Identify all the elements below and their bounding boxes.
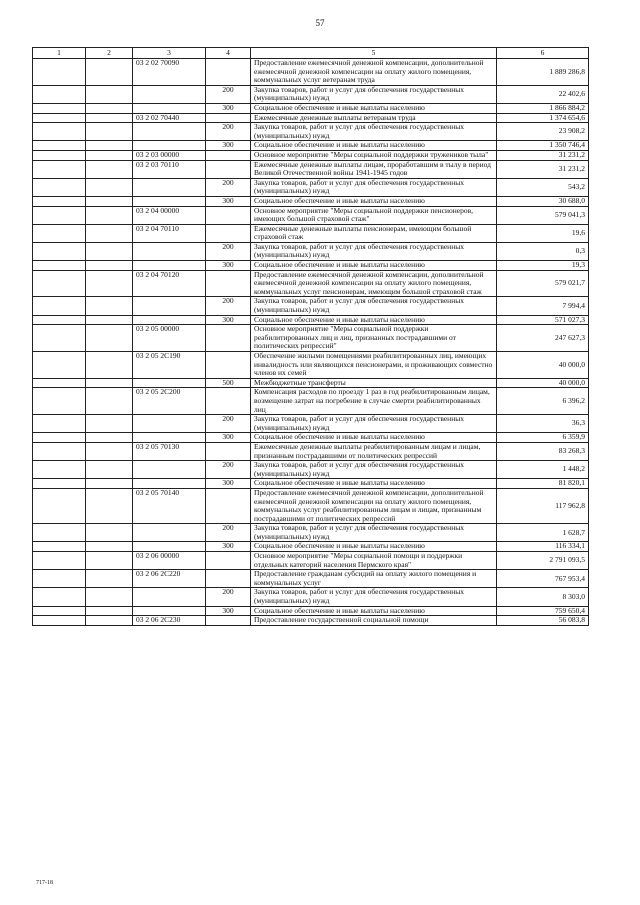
cell-name: Закупка товаров, работ и услуг для обеспечения государственных (муниципальных) нужд — [251, 85, 497, 103]
cell-type — [206, 552, 251, 570]
cell-col1 — [33, 85, 86, 103]
cell-amount: 23 908,2 — [497, 123, 589, 141]
cell-name: Закупка товаров, работ и услуг для обеспечения государственных (муниципальных) нужд — [251, 178, 497, 196]
table-row — [33, 261, 589, 271]
cell-code — [133, 123, 206, 141]
table-row — [33, 123, 589, 141]
cell-code — [133, 415, 206, 433]
cell-amount: 571 027,3 — [497, 315, 589, 325]
cell-col2 — [86, 113, 133, 123]
table-row — [33, 85, 589, 103]
cell-col1 — [33, 524, 86, 542]
cell-name: Закупка товаров, работ и услуг для обеспечения государственных (муниципальных) нужд — [251, 524, 497, 542]
cell-code: 03 2 02 70090 — [133, 59, 206, 86]
cell-col1 — [33, 315, 86, 325]
cell-col2 — [86, 415, 133, 433]
cell-name: Ежемесячные денежные выплаты лицам, проработавшим в тылу в период Великой Отечественной войны 1941-1945 годов — [251, 160, 497, 178]
cell-amount: 83 268,3 — [497, 442, 589, 460]
cell-code: 03 2 06 2С220 — [133, 570, 206, 588]
cell-amount: 40 000,0 — [497, 378, 589, 388]
cell-type: 300 — [206, 433, 251, 443]
cell-name: Закупка товаров, работ и услуг для обеспечения государственных (муниципальных) нужд — [251, 461, 497, 479]
cell-code — [133, 479, 206, 489]
table-row — [33, 178, 589, 196]
cell-code: 03 2 02 70440 — [133, 113, 206, 123]
cell-name: Ежемесячные денежные выплаты ветеранам труда — [251, 113, 497, 123]
cell-code — [133, 141, 206, 151]
cell-type — [206, 206, 251, 224]
cell-code: 03 2 05 2С190 — [133, 352, 206, 379]
table-row — [33, 242, 589, 260]
cell-name: Социальное обеспечение и иные выплаты населению — [251, 315, 497, 325]
header-cell: 3 — [133, 48, 206, 59]
cell-type — [206, 325, 251, 352]
cell-name: Предоставление государственной социальной помощи — [251, 616, 497, 626]
cell-type: 200 — [206, 123, 251, 141]
cell-type: 200 — [206, 461, 251, 479]
cell-amount: 117 962,8 — [497, 488, 589, 523]
table-row — [33, 442, 589, 460]
table-row — [33, 160, 589, 178]
cell-name: Основное мероприятие "Меры социальной поддержки реабилитированных лиц и лиц, признанных пострадавшими от политических репрессий" — [251, 325, 497, 352]
cell-type: 200 — [206, 524, 251, 542]
cell-code: 03 2 04 70120 — [133, 270, 206, 297]
cell-code — [133, 103, 206, 113]
header-cell: 2 — [86, 48, 133, 59]
cell-col1 — [33, 103, 86, 113]
cell-col2 — [86, 325, 133, 352]
cell-type: 200 — [206, 297, 251, 315]
cell-amount: 7 994,4 — [497, 297, 589, 315]
cell-code — [133, 542, 206, 552]
cell-code — [133, 461, 206, 479]
cell-col2 — [86, 270, 133, 297]
cell-code: 03 2 03 70110 — [133, 160, 206, 178]
cell-amount: 8 303,0 — [497, 588, 589, 606]
cell-col1 — [33, 113, 86, 123]
cell-code — [133, 433, 206, 443]
cell-name: Социальное обеспечение и иные выплаты населению — [251, 261, 497, 271]
table-row — [33, 103, 589, 113]
table-row — [33, 325, 589, 352]
table-row — [33, 552, 589, 570]
table-row — [33, 606, 589, 616]
cell-amount: 22 402,6 — [497, 85, 589, 103]
cell-type — [206, 388, 251, 415]
cell-type: 200 — [206, 415, 251, 433]
cell-name: Социальное обеспечение и иные выплаты населению — [251, 103, 497, 113]
header-cell: 6 — [497, 48, 589, 59]
cell-col2 — [86, 542, 133, 552]
cell-amount: 56 083,8 — [497, 616, 589, 626]
cell-type — [206, 488, 251, 523]
cell-col2 — [86, 150, 133, 160]
cell-amount: 543,2 — [497, 178, 589, 196]
cell-type: 200 — [206, 178, 251, 196]
cell-code: 03 2 04 70110 — [133, 224, 206, 242]
table-row — [33, 224, 589, 242]
cell-type: 300 — [206, 479, 251, 489]
cell-name: Основное мероприятие "Меры социальной помощи и поддержки отдельных категорий населения Пермского края" — [251, 552, 497, 570]
cell-amount: 579 021,7 — [497, 270, 589, 297]
cell-amount: 81 820,1 — [497, 479, 589, 489]
cell-type — [206, 160, 251, 178]
cell-col1 — [33, 388, 86, 415]
cell-col1 — [33, 461, 86, 479]
cell-amount: 19,6 — [497, 224, 589, 242]
cell-type: 300 — [206, 196, 251, 206]
cell-type: 300 — [206, 315, 251, 325]
cell-name: Социальное обеспечение и иные выплаты населению — [251, 542, 497, 552]
cell-col1 — [33, 415, 86, 433]
header-cell: 5 — [251, 48, 497, 59]
cell-name: Обеспечение жилыми помещениями реабилитированных лиц, имеющих инвалидность или являющихся пенсионерами, и проживающих совместно членов их семей — [251, 352, 497, 379]
cell-col1 — [33, 352, 86, 379]
cell-name: Закупка товаров, работ и услуг для обеспечения государственных (муниципальных) нужд — [251, 123, 497, 141]
cell-col1 — [33, 479, 86, 489]
cell-type — [206, 113, 251, 123]
cell-col1 — [33, 123, 86, 141]
cell-type — [206, 270, 251, 297]
cell-col2 — [86, 588, 133, 606]
cell-col1 — [33, 552, 86, 570]
cell-col1 — [33, 542, 86, 552]
cell-col2 — [86, 224, 133, 242]
budget-table — [32, 47, 589, 626]
cell-col2 — [86, 378, 133, 388]
cell-code — [133, 606, 206, 616]
cell-col2 — [86, 59, 133, 86]
cell-amount: 247 627,3 — [497, 325, 589, 352]
cell-col2 — [86, 570, 133, 588]
cell-code — [133, 178, 206, 196]
cell-col2 — [86, 242, 133, 260]
cell-name: Предоставление ежемесячной денежной компенсации, дополнительной ежемесячной денежной компенсации на оплату жилого помещения, коммунальных услуг ветеранам труда — [251, 59, 497, 86]
footer-code: 717-18 — [36, 880, 53, 886]
cell-code: 03 2 05 2С200 — [133, 388, 206, 415]
cell-type: 300 — [206, 261, 251, 271]
cell-type: 500 — [206, 378, 251, 388]
cell-col2 — [86, 196, 133, 206]
cell-amount: 1 374 654,6 — [497, 113, 589, 123]
cell-amount: 30 688,0 — [497, 196, 589, 206]
cell-code: 03 2 03 00000 — [133, 150, 206, 160]
cell-col1 — [33, 616, 86, 626]
cell-col2 — [86, 206, 133, 224]
cell-code — [133, 85, 206, 103]
cell-type — [206, 224, 251, 242]
cell-code — [133, 297, 206, 315]
cell-col1 — [33, 297, 86, 315]
cell-amount: 6 396,2 — [497, 388, 589, 415]
cell-amount: 19,3 — [497, 261, 589, 271]
cell-col1 — [33, 570, 86, 588]
cell-col1 — [33, 150, 86, 160]
cell-name: Предоставление гражданам субсидий на оплату жилого помещения и коммунальных услуг — [251, 570, 497, 588]
cell-col1 — [33, 270, 86, 297]
cell-code — [133, 261, 206, 271]
cell-col2 — [86, 479, 133, 489]
cell-col2 — [86, 606, 133, 616]
cell-type — [206, 59, 251, 86]
cell-name: Закупка товаров, работ и услуг для обеспечения государственных (муниципальных) нужд — [251, 588, 497, 606]
cell-amount: 0,3 — [497, 242, 589, 260]
cell-amount: 1 350 746,4 — [497, 141, 589, 151]
cell-col2 — [86, 178, 133, 196]
cell-col2 — [86, 160, 133, 178]
cell-col1 — [33, 196, 86, 206]
cell-name: Предоставление ежемесячной денежной компенсации, дополнительной ежемесячной денежной компенсации на оплату жилого помещения, коммунальных услуг реабилитированным лицам и лицам, признанным пострадавшими от политических репрессий — [251, 488, 497, 523]
cell-name: Закупка товаров, работ и услуг для обеспечения государственных (муниципальных) нужд — [251, 242, 497, 260]
header-cell: 4 — [206, 48, 251, 59]
table-row — [33, 113, 589, 123]
cell-col1 — [33, 442, 86, 460]
cell-code: 03 2 04 00000 — [133, 206, 206, 224]
cell-code: 03 2 06 2С230 — [133, 616, 206, 626]
cell-col2 — [86, 616, 133, 626]
cell-col2 — [86, 315, 133, 325]
cell-code — [133, 315, 206, 325]
cell-type — [206, 616, 251, 626]
cell-name: Ежемесячные денежные выплаты пенсионерам, имеющим большой страховой стаж — [251, 224, 497, 242]
cell-amount: 2 791 093,5 — [497, 552, 589, 570]
cell-col2 — [86, 461, 133, 479]
cell-col2 — [86, 433, 133, 443]
cell-col2 — [86, 352, 133, 379]
cell-col2 — [86, 488, 133, 523]
cell-amount: 1 889 286,8 — [497, 59, 589, 86]
table-row — [33, 315, 589, 325]
cell-col2 — [86, 141, 133, 151]
table-row — [33, 388, 589, 415]
table-row — [33, 588, 589, 606]
table-row — [33, 352, 589, 379]
cell-amount: 1 628,7 — [497, 524, 589, 542]
cell-col1 — [33, 242, 86, 260]
table-row — [33, 570, 589, 588]
cell-amount: 6 359,9 — [497, 433, 589, 443]
cell-col1 — [33, 160, 86, 178]
cell-type: 300 — [206, 141, 251, 151]
cell-col2 — [86, 442, 133, 460]
cell-col2 — [86, 552, 133, 570]
table-row — [33, 150, 589, 160]
table-row — [33, 59, 589, 86]
table-row — [33, 461, 589, 479]
cell-amount: 759 650,4 — [497, 606, 589, 616]
cell-col2 — [86, 85, 133, 103]
cell-type: 300 — [206, 103, 251, 113]
cell-amount: 1 866 884,2 — [497, 103, 589, 113]
cell-type — [206, 352, 251, 379]
cell-name: Основное мероприятие "Меры социальной поддержки тружеников тыла" — [251, 150, 497, 160]
cell-code — [133, 524, 206, 542]
cell-code — [133, 196, 206, 206]
table-row — [33, 141, 589, 151]
cell-name: Социальное обеспечение и иные выплаты населению — [251, 433, 497, 443]
table-row — [33, 479, 589, 489]
cell-col2 — [86, 261, 133, 271]
cell-col1 — [33, 224, 86, 242]
cell-name: Закупка товаров, работ и услуг для обеспечения государственных (муниципальных) нужд — [251, 297, 497, 315]
cell-type: 200 — [206, 85, 251, 103]
cell-type — [206, 570, 251, 588]
table-row — [33, 524, 589, 542]
cell-amount: 116 334,1 — [497, 542, 589, 552]
cell-col1 — [33, 488, 86, 523]
cell-code: 03 2 05 70130 — [133, 442, 206, 460]
cell-name: Социальное обеспечение и иные выплаты населению — [251, 479, 497, 489]
cell-col2 — [86, 388, 133, 415]
cell-col1 — [33, 378, 86, 388]
cell-col1 — [33, 433, 86, 443]
cell-col1 — [33, 178, 86, 196]
cell-type: 200 — [206, 588, 251, 606]
cell-col2 — [86, 123, 133, 141]
cell-amount: 36,3 — [497, 415, 589, 433]
cell-col2 — [86, 103, 133, 113]
cell-col1 — [33, 59, 86, 86]
cell-col1 — [33, 206, 86, 224]
cell-amount: 1 448,2 — [497, 461, 589, 479]
cell-code — [133, 242, 206, 260]
cell-col1 — [33, 261, 86, 271]
table-row — [33, 433, 589, 443]
cell-name: Социальное обеспечение и иные выплаты населению — [251, 606, 497, 616]
table-row — [33, 542, 589, 552]
cell-amount: 579 041,3 — [497, 206, 589, 224]
table-row — [33, 616, 589, 626]
cell-type: 300 — [206, 606, 251, 616]
cell-code: 03 2 05 70140 — [133, 488, 206, 523]
cell-name: Социальное обеспечение и иные выплаты населению — [251, 196, 497, 206]
cell-name: Ежемесячные денежные выплаты реабилитированным лицам и лицам, признанным пострадавшими от политических репрессий — [251, 442, 497, 460]
cell-name: Предоставление ежемесячной денежной компенсации, дополнительной ежемесячной денежной компенсации на оплату жилого помещения, коммунальных услуг пенсионерам, имеющим большой страховой стаж — [251, 270, 497, 297]
table-header-row — [33, 48, 589, 59]
cell-col1 — [33, 325, 86, 352]
cell-type: 200 — [206, 242, 251, 260]
table-row — [33, 378, 589, 388]
cell-code — [133, 588, 206, 606]
cell-type — [206, 150, 251, 160]
table-row — [33, 270, 589, 297]
table-row — [33, 196, 589, 206]
cell-name: Социальное обеспечение и иные выплаты населению — [251, 141, 497, 151]
cell-col2 — [86, 524, 133, 542]
cell-amount: 767 953,4 — [497, 570, 589, 588]
cell-type: 300 — [206, 542, 251, 552]
cell-name: Закупка товаров, работ и услуг для обеспечения государственных (муниципальных) нужд — [251, 415, 497, 433]
table-row — [33, 206, 589, 224]
table-row — [33, 488, 589, 523]
cell-code: 03 2 05 00000 — [133, 325, 206, 352]
cell-amount: 31 231,2 — [497, 150, 589, 160]
cell-code — [133, 378, 206, 388]
cell-col2 — [86, 297, 133, 315]
cell-name: Межбюджетные трансферты — [251, 378, 497, 388]
cell-code: 03 2 06 00000 — [133, 552, 206, 570]
header-cell: 1 — [33, 48, 86, 59]
cell-col1 — [33, 588, 86, 606]
cell-amount: 40 000,0 — [497, 352, 589, 379]
cell-name: Основное мероприятие "Меры социальной поддержки пенсионеров, имеющих большой страховой стаж" — [251, 206, 497, 224]
table-row — [33, 297, 589, 315]
cell-type — [206, 442, 251, 460]
cell-name: Компенсация расходов по проезду 1 раз в год реабилитированным лицам, возмещение затрат на погребение в случае смерти реабилитированных лиц — [251, 388, 497, 415]
cell-col1 — [33, 141, 86, 151]
table-row — [33, 415, 589, 433]
cell-amount: 31 231,2 — [497, 160, 589, 178]
cell-col1 — [33, 606, 86, 616]
page-number: 57 — [315, 18, 325, 28]
